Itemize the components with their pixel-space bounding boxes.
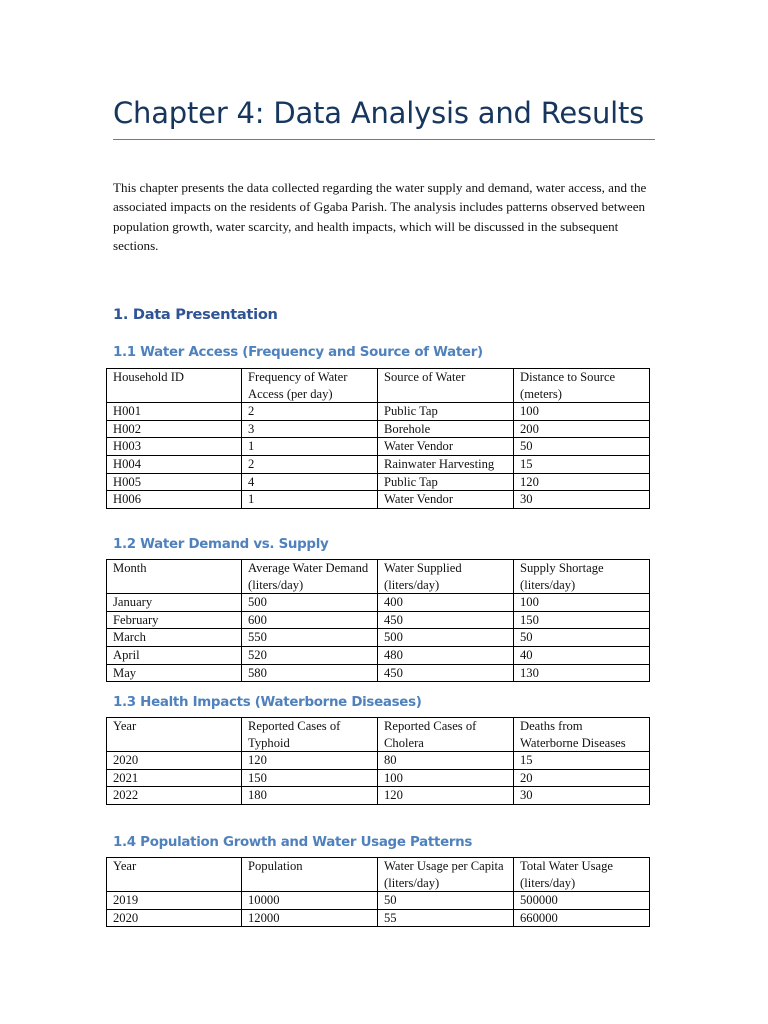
table-cell: 2: [242, 403, 378, 421]
table-cell: 120: [514, 473, 650, 491]
table-row: [107, 455, 650, 473]
table-cell: 200: [514, 420, 650, 438]
table-header-row: [107, 369, 650, 403]
column-header: Year: [107, 858, 242, 892]
heading-population-growth: 1.4 Population Growth and Water Usage Patterns: [113, 835, 473, 850]
table-cell: 520: [242, 646, 378, 664]
table-cell: 80: [378, 752, 514, 770]
column-header: Deaths from Waterborne Diseases: [514, 718, 650, 752]
table-cell: 50: [514, 629, 650, 647]
table-cell: 150: [514, 611, 650, 629]
table-cell: 450: [378, 664, 514, 682]
table-cell: 150: [242, 769, 378, 787]
table-cell: 15: [514, 455, 650, 473]
column-header: Distance to Source (meters): [514, 369, 650, 403]
table-cell: 100: [514, 594, 650, 612]
table-cell: 12000: [242, 909, 378, 927]
column-header: Frequency of Water Access (per day): [242, 369, 378, 403]
page-title: Chapter 4: Data Analysis and Results: [113, 93, 655, 140]
table-cell: 2: [242, 455, 378, 473]
table-cell: 580: [242, 664, 378, 682]
table-cell: 120: [378, 787, 514, 805]
table-cell: H002: [107, 420, 242, 438]
table-row: [107, 491, 650, 509]
column-header: Year: [107, 718, 242, 752]
table-cell: 600: [242, 611, 378, 629]
table-row: [107, 892, 650, 910]
table-cell: 50: [514, 438, 650, 456]
table-cell: 3: [242, 420, 378, 438]
table-cell: February: [107, 611, 242, 629]
column-header: Average Water Demand (liters/day): [242, 560, 378, 594]
table-cell: 10000: [242, 892, 378, 910]
table-cell: 2020: [107, 752, 242, 770]
table-cell: Water Vendor: [378, 491, 514, 509]
table-population-growth: [106, 857, 650, 927]
table-cell: May: [107, 664, 242, 682]
table-row: [107, 438, 650, 456]
table-cell: 55: [378, 909, 514, 927]
table-cell: 40: [514, 646, 650, 664]
table-cell: H004: [107, 455, 242, 473]
column-header: Water Supplied (liters/day): [378, 560, 514, 594]
table-cell: Borehole: [378, 420, 514, 438]
table-cell: January: [107, 594, 242, 612]
table-row: [107, 664, 650, 682]
table-cell: April: [107, 646, 242, 664]
table-header-row: [107, 858, 650, 892]
table-cell: 480: [378, 646, 514, 664]
table-cell: 500: [242, 594, 378, 612]
column-header: Water Usage per Capita (liters/day): [378, 858, 514, 892]
table-cell: H006: [107, 491, 242, 509]
table-cell: March: [107, 629, 242, 647]
column-header: Population: [242, 858, 378, 892]
table-row: [107, 752, 650, 770]
table-cell: 30: [514, 787, 650, 805]
table-cell: Public Tap: [378, 403, 514, 421]
table-cell: 450: [378, 611, 514, 629]
column-header: Reported Cases of Typhoid: [242, 718, 378, 752]
table-cell: 4: [242, 473, 378, 491]
table-cell: 15: [514, 752, 650, 770]
table-cell: 500000: [514, 892, 650, 910]
table-cell: 400: [378, 594, 514, 612]
column-header: Total Water Usage (liters/day): [514, 858, 650, 892]
table-cell: H001: [107, 403, 242, 421]
column-header: Reported Cases of Cholera: [378, 718, 514, 752]
table-cell: 180: [242, 787, 378, 805]
table-health-impacts: [106, 717, 650, 805]
table-row: [107, 473, 650, 491]
table-row: [107, 611, 650, 629]
section-heading-data-presentation: 1. Data Presentation: [113, 306, 278, 323]
table-cell: 1: [242, 438, 378, 456]
table-water-access: [106, 368, 650, 509]
table-row: [107, 594, 650, 612]
table-cell: 130: [514, 664, 650, 682]
table-row: [107, 629, 650, 647]
table-header-row: [107, 718, 650, 752]
table-row: [107, 787, 650, 805]
table-cell: 30: [514, 491, 650, 509]
table-cell: Rainwater Harvesting: [378, 455, 514, 473]
table-cell: H003: [107, 438, 242, 456]
table-row: [107, 769, 650, 787]
table-cell: 2022: [107, 787, 242, 805]
column-header: Household ID: [107, 369, 242, 403]
table-cell: 550: [242, 629, 378, 647]
table-header-row: [107, 560, 650, 594]
column-header: Month: [107, 560, 242, 594]
column-header: Source of Water: [378, 369, 514, 403]
intro-paragraph: This chapter presents the data collected regarding the water supply and demand, water access, and the associated impacts on the residents of Ggaba Parish. The analysis includes patterns observed between population growth, water scarcity, and health impacts, which will be discussed in the subsequent sections.: [113, 180, 647, 253]
table-cell: H005: [107, 473, 242, 491]
table-row: [107, 403, 650, 421]
heading-water-demand-supply: 1.2 Water Demand vs. Supply: [113, 537, 329, 552]
table-water-demand-supply: [106, 559, 650, 682]
table-cell: Public Tap: [378, 473, 514, 491]
heading-water-access: 1.1 Water Access (Frequency and Source of Water): [113, 345, 483, 360]
table-cell: Water Vendor: [378, 438, 514, 456]
table-cell: 100: [378, 769, 514, 787]
table-cell: 50: [378, 892, 514, 910]
table-cell: 120: [242, 752, 378, 770]
table-row: [107, 420, 650, 438]
table-cell: 1: [242, 491, 378, 509]
table-cell: 100: [514, 403, 650, 421]
table-cell: 2021: [107, 769, 242, 787]
table-cell: 500: [378, 629, 514, 647]
table-cell: 2019: [107, 892, 242, 910]
heading-health-impacts: 1.3 Health Impacts (Waterborne Diseases): [113, 695, 422, 710]
column-header: Supply Shortage (liters/day): [514, 560, 650, 594]
table-row: [107, 909, 650, 927]
table-row: [107, 646, 650, 664]
table-cell: 2020: [107, 909, 242, 927]
table-cell: 660000: [514, 909, 650, 927]
table-cell: 20: [514, 769, 650, 787]
